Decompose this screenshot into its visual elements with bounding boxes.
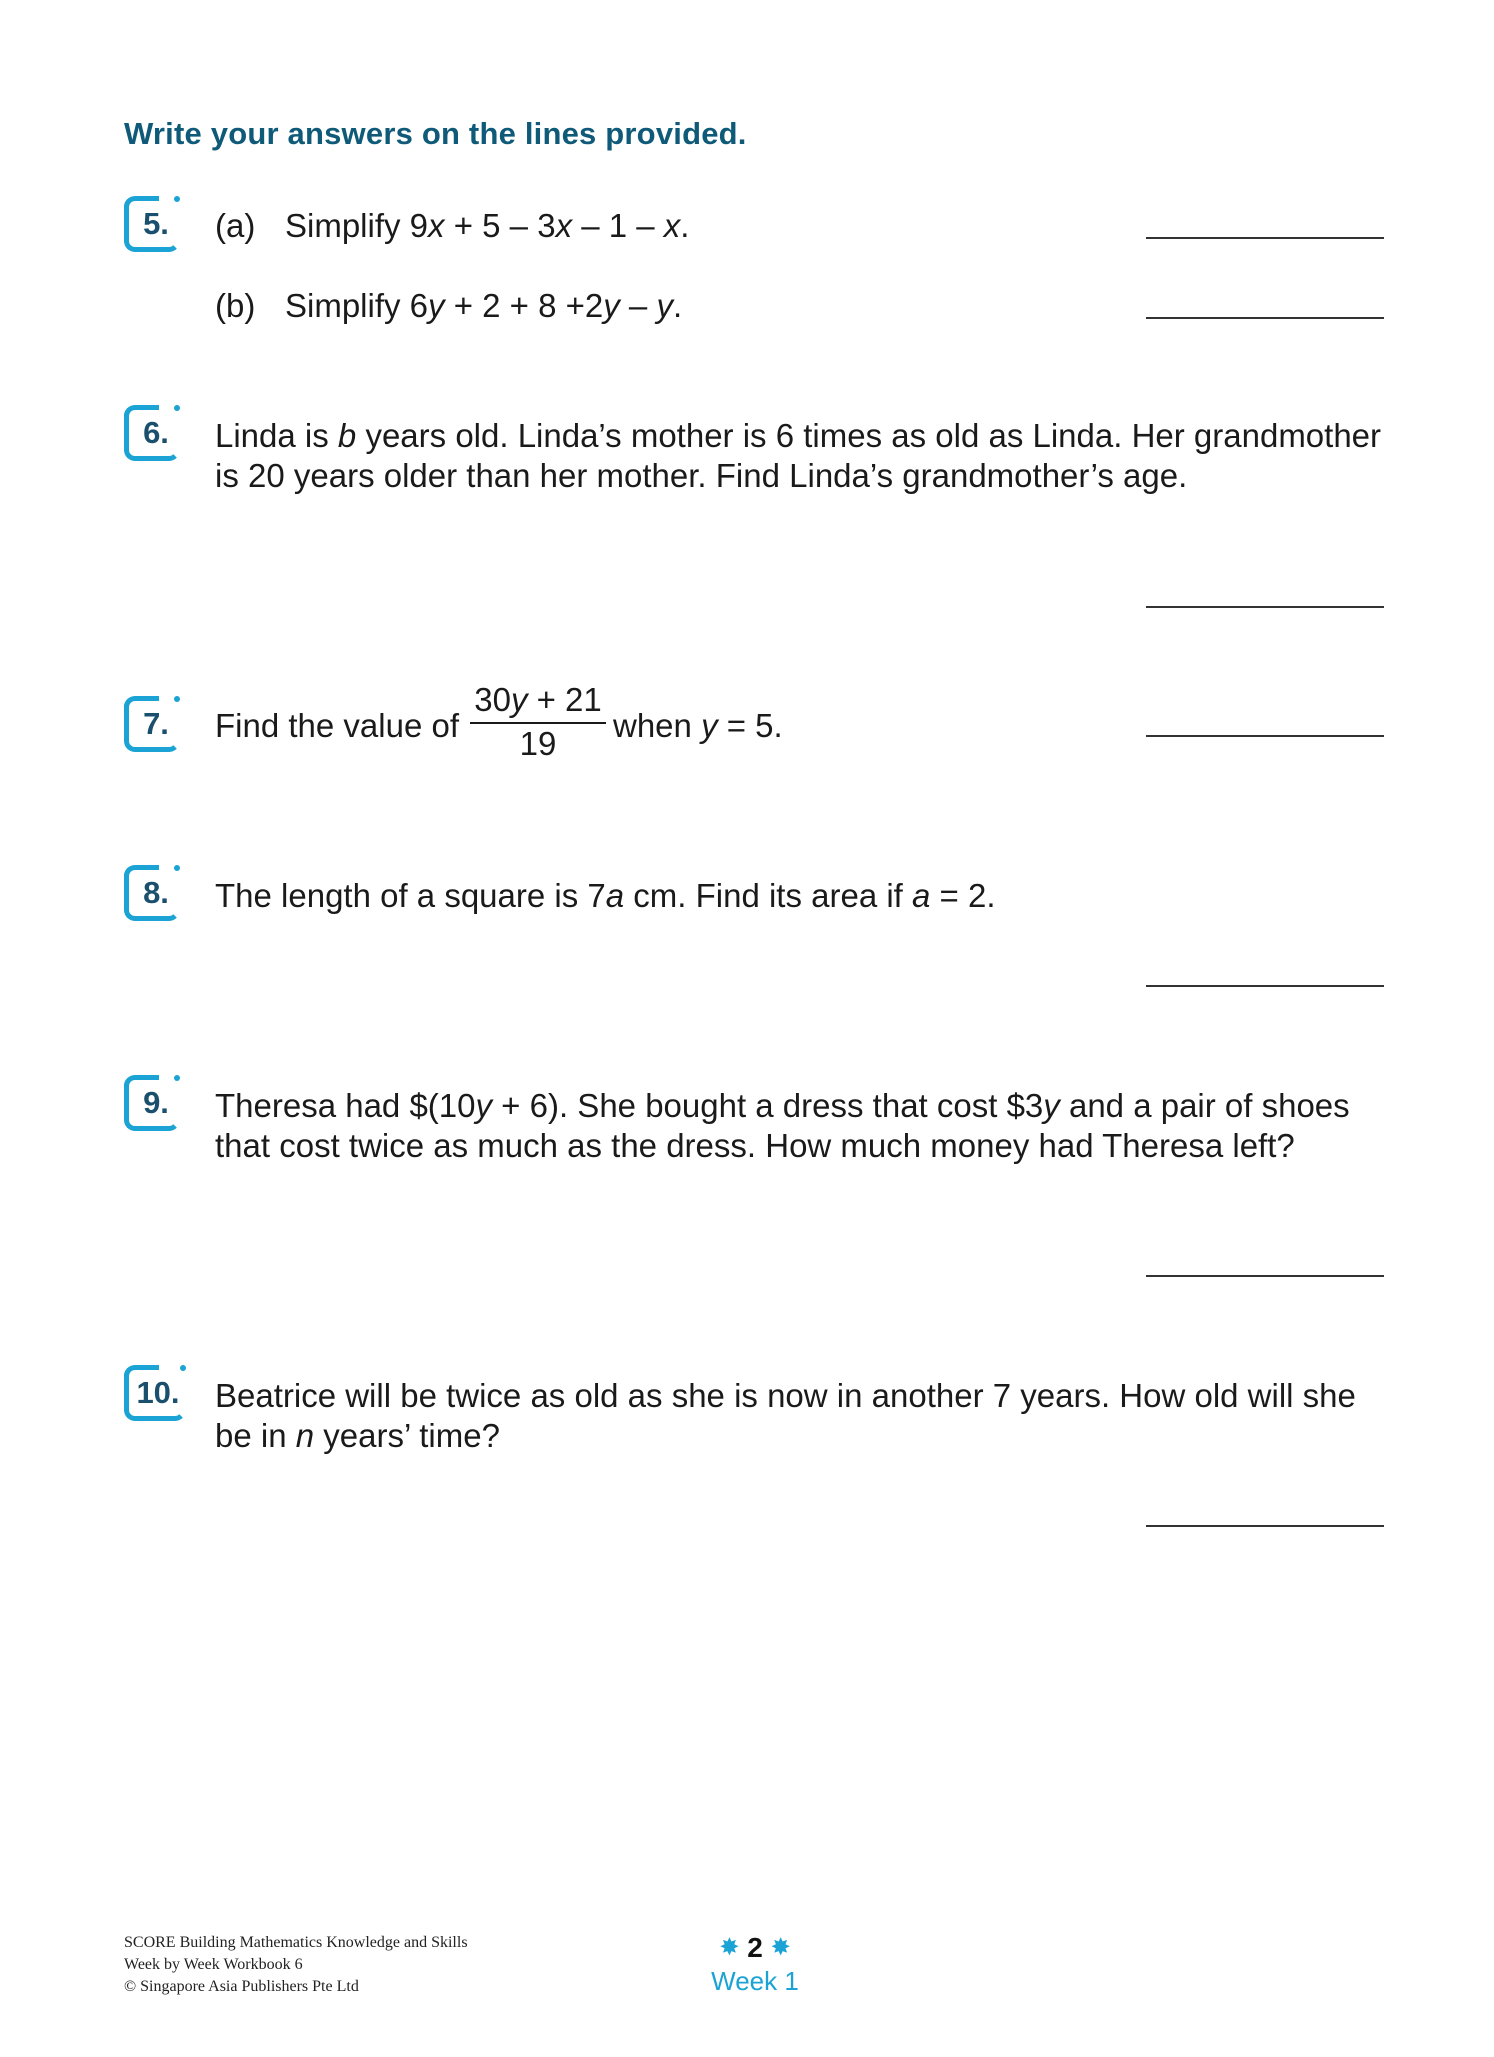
q10-part: years’ time? (314, 1417, 500, 1454)
question-5b-label: (b) (215, 287, 256, 324)
question-7-condition (613, 706, 913, 746)
q7-part: = 5. (717, 707, 783, 744)
q5b-var-y: y (603, 287, 620, 324)
q7-var-y: y (701, 707, 718, 744)
question-number-7: 7. (124, 696, 180, 752)
q6-var-b: b (337, 417, 357, 454)
answer-line-9[interactable] (1146, 1275, 1384, 1277)
question-number-10: 10. (124, 1365, 186, 1421)
question-number-8: 8. (124, 865, 180, 921)
q9-part: + 6). She bought a dress that cost $3 (492, 1087, 1044, 1124)
q10-part: Beatrice will be twice as old as she is now in another 7 years. How old will she be in (215, 1377, 1356, 1454)
question-number-9: 9. (124, 1075, 180, 1131)
q5b-var-y: y (656, 287, 673, 324)
q5a-var-x: x (663, 207, 681, 244)
answer-line-7[interactable] (1146, 735, 1384, 737)
question-6-text (215, 416, 1385, 496)
week-label: Week 1 (711, 1966, 799, 1996)
q5a-part: Simplify 9 (285, 207, 429, 244)
footer-copyright: © Singapore Asia Publishers Pte Ltd (124, 1978, 359, 1995)
answer-line-6[interactable] (1146, 606, 1384, 608)
answer-line-5b[interactable] (1146, 317, 1384, 319)
q5b-part: + 2 + 8 +2 (444, 287, 604, 324)
fraction-denominator: 19 (519, 725, 557, 762)
fraction-expression (470, 680, 606, 764)
q7-part: when (613, 707, 702, 744)
q9-part: Theresa had $(10 (215, 1087, 476, 1124)
frac-num-part: 30 (474, 681, 511, 718)
frac-num-part: + 21 (527, 681, 602, 718)
q8-var-a: a (912, 877, 931, 914)
q5b-part: . (672, 287, 683, 324)
q5b-var-y: y (428, 287, 445, 324)
q10-var-n: n (295, 1417, 315, 1454)
star-icon: ✸ (770, 1934, 791, 1961)
q5b-part: Simplify 6 (285, 287, 429, 324)
question-10-text (215, 1376, 1385, 1456)
question-5b-text (215, 286, 1385, 326)
q5a-part: . (680, 207, 690, 244)
question-7-text: Find the value of (215, 707, 459, 744)
question-5a-text (215, 206, 1385, 246)
q6-part: Linda is (215, 417, 338, 454)
q8-part: The length of a square is 7 (215, 877, 606, 914)
frac-var-y: y (510, 681, 528, 718)
q5a-part: + 5 – 3 (444, 207, 556, 244)
question-number-5: 5. (124, 196, 180, 252)
star-icon: ✸ (719, 1934, 740, 1961)
instructions-heading: Write your answers on the lines provided. (124, 116, 747, 151)
q5a-var-x: x (555, 207, 573, 244)
answer-line-10[interactable] (1146, 1525, 1384, 1527)
question-8-text (215, 876, 1385, 916)
q8-part: cm. Find its area if (624, 877, 913, 914)
q6-part: years old. Linda’s mother is 6 times as old as Linda. Her grandmother is 20 years older than her mother. Find Linda’s grandmother’s age. (215, 417, 1382, 494)
q8-var-a: a (605, 877, 625, 914)
question-5a-label: (a) (215, 207, 256, 244)
page-number-row (700, 1932, 810, 1964)
question-number-6: 6. (124, 405, 180, 461)
footer-page-marker (700, 1932, 810, 1998)
q5a-var-x: x (428, 207, 445, 244)
footer-book-series: SCORE Building Mathematics Knowledge and Skills (124, 1934, 468, 1951)
page-number: 2 (747, 1932, 763, 1963)
answer-line-8[interactable] (1146, 985, 1384, 987)
footer-book-title: Week by Week Workbook 6 (124, 1956, 303, 1973)
q9-part: and a pair of shoes that cost twice as much as the dress. How much money had Theresa left? (215, 1087, 1350, 1164)
answer-line-5a[interactable] (1146, 237, 1384, 239)
q5b-part: – (619, 287, 657, 324)
q8-part: = 2. (930, 877, 996, 914)
q5a-part: – 1 – (572, 207, 664, 244)
footer-credits (124, 1932, 468, 1998)
fraction-numerator (470, 680, 606, 724)
question-9-text (215, 1086, 1385, 1166)
q9-var-y: y (475, 1087, 493, 1124)
q9-var-y: y (1043, 1087, 1060, 1124)
